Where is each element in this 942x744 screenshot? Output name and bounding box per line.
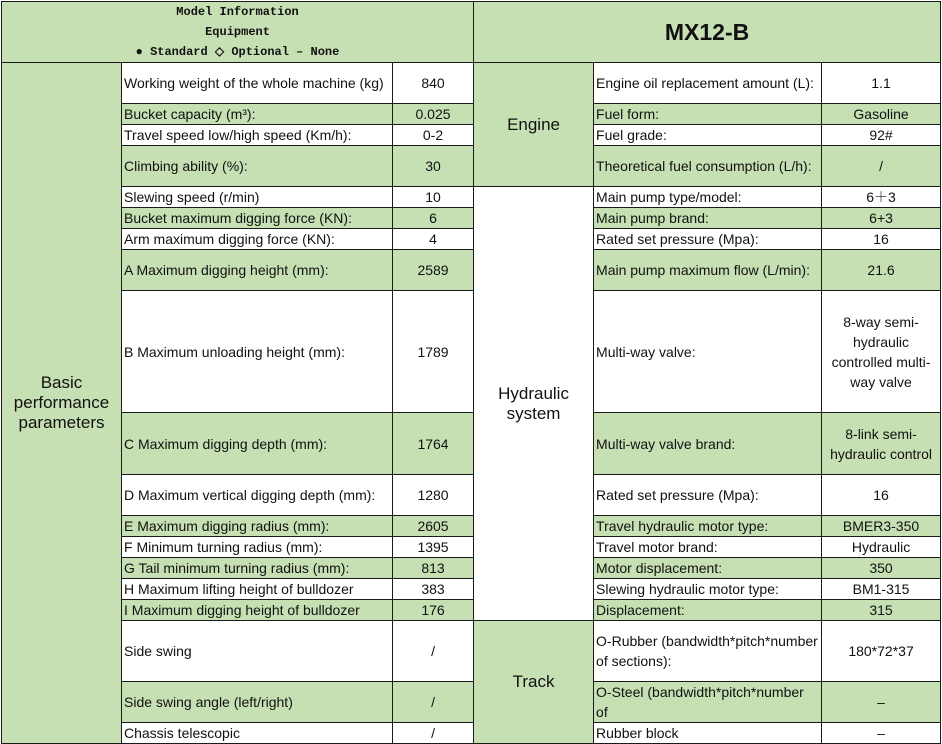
basic-label-17: Side swing angle (left/right): [122, 682, 393, 723]
hydraulic-value-8: Hydraulic: [822, 537, 941, 558]
basic-label-10: D Maximum vertical digging depth (mm):: [122, 475, 393, 516]
engine-label-1: Fuel form:: [594, 104, 822, 125]
track-value-0: 180*72*37: [822, 621, 941, 682]
basic-label-3: Climbing ability (%):: [122, 146, 393, 187]
header-title: Model Information: [176, 5, 299, 19]
hydraulic-label-6: Rated set pressure (Mpa):: [594, 475, 822, 516]
basic-value-0: 840: [393, 63, 474, 104]
engine-value-0: 1.1: [822, 63, 941, 104]
basic-value-4: 10: [393, 187, 474, 208]
hydraulic-value-0: 6＋3: [822, 187, 941, 208]
track-value-2: –: [822, 723, 941, 744]
hydraulic-label-10: Slewing hydraulic motor type:: [594, 579, 822, 600]
engine-label-0: Engine oil replacement amount (L):: [594, 63, 822, 104]
hydraulic-value-10: BM1-315: [822, 579, 941, 600]
basic-label-18: Chassis telescopic: [122, 723, 393, 744]
hydraulic-label-11: Displacement:: [594, 600, 822, 621]
track-value-1: –: [822, 682, 941, 723]
track-label-2: Rubber block: [594, 723, 822, 744]
hydraulic-value-2: 16: [822, 229, 941, 250]
basic-label-9: C Maximum digging depth (mm):: [122, 413, 393, 475]
basic-value-5: 6: [393, 208, 474, 229]
basic-value-14: 383: [393, 579, 474, 600]
basic-label-4: Slewing speed (r/min): [122, 187, 393, 208]
hydraulic-value-7: BMER3-350: [822, 516, 941, 537]
header-legend: ● Standard ◇ Optional – None: [135, 45, 340, 59]
basic-label-11: E Maximum digging radius (mm):: [122, 516, 393, 537]
basic-value-10: 1280: [393, 475, 474, 516]
hydraulic-value-1: 6+3: [822, 208, 941, 229]
basic-label-5: Bucket maximum digging force (KN):: [122, 208, 393, 229]
basic-value-11: 2605: [393, 516, 474, 537]
basic-label-14: H Maximum lifting height of bulldozer: [122, 579, 393, 600]
hydraulic-label-9: Motor displacement:: [594, 558, 822, 579]
hydraulic-label-3: Main pump maximum flow (L/min):: [594, 250, 822, 291]
basic-value-18: /: [393, 723, 474, 744]
basic-value-12: 1395: [393, 537, 474, 558]
hydraulic-value-3: 21.6: [822, 250, 941, 291]
hydraulic-label-0: Main pump type/model:: [594, 187, 822, 208]
basic-value-8: 1789: [393, 291, 474, 413]
basic-value-15: 176: [393, 600, 474, 621]
basic-label-16: Side swing: [122, 621, 393, 682]
engine-label-3: Theoretical fuel consumption (L/h):: [594, 146, 822, 187]
hydraulic-label-2: Rated set pressure (Mpa):: [594, 229, 822, 250]
hydraulic-label-1: Main pump brand:: [594, 208, 822, 229]
engine-value-2: 92#: [822, 125, 941, 146]
section-engine: Engine: [474, 63, 594, 187]
hydraulic-label-5: Multi-way valve brand:: [594, 413, 822, 475]
basic-label-1: Bucket capacity (m³):: [122, 104, 393, 125]
basic-label-0: Working weight of the whole machine (kg): [122, 63, 393, 104]
track-label-0: O-Rubber (bandwidth*pitch*number of sections):: [594, 621, 822, 682]
basic-value-13: 813: [393, 558, 474, 579]
basic-label-13: G Tail minimum turning radius (mm):: [122, 558, 393, 579]
basic-value-1: 0.025: [393, 104, 474, 125]
engine-label-2: Fuel grade:: [594, 125, 822, 146]
section-track: Track: [474, 621, 594, 744]
engine-value-1: Gasoline: [822, 104, 941, 125]
model-name: MX12-B: [474, 2, 941, 63]
track-label-1: O-Steel (bandwidth*pitch*number of: [594, 682, 822, 723]
basic-value-2: 0-2: [393, 125, 474, 146]
basic-value-17: /: [393, 682, 474, 723]
hydraulic-value-5: 8-link semi-hydraulic control: [822, 413, 941, 475]
engine-value-3: /: [822, 146, 941, 187]
hydraulic-label-4: Multi-way valve:: [594, 291, 822, 413]
basic-value-16: /: [393, 621, 474, 682]
basic-label-7: A Maximum digging height (mm):: [122, 250, 393, 291]
basic-label-12: F Minimum turning radius (mm):: [122, 537, 393, 558]
legend-header: [2, 2, 474, 63]
basic-value-3: 30: [393, 146, 474, 187]
section-basic: Basic performance parameters: [2, 63, 122, 744]
hydraulic-label-8: Travel motor brand:: [594, 537, 822, 558]
hydraulic-value-11: 315: [822, 600, 941, 621]
section-hydraulic: Hydraulic system: [474, 187, 594, 621]
hydraulic-label-7: Travel hydraulic motor type:: [594, 516, 822, 537]
header-equipment: Equipment: [205, 25, 270, 39]
basic-value-6: 4: [393, 229, 474, 250]
basic-label-6: Arm maximum digging force (KN):: [122, 229, 393, 250]
basic-label-2: Travel speed low/high speed (Km/h):: [122, 125, 393, 146]
basic-value-7: 2589: [393, 250, 474, 291]
spec-table: [1, 1, 941, 744]
basic-value-9: 1764: [393, 413, 474, 475]
hydraulic-value-6: 16: [822, 475, 941, 516]
hydraulic-value-9: 350: [822, 558, 941, 579]
basic-label-8: B Maximum unloading height (mm):: [122, 291, 393, 413]
basic-label-15: I Maximum digging height of bulldozer: [122, 600, 393, 621]
hydraulic-value-4: 8-way semi-hydraulic controlled multi-way valve: [822, 291, 941, 413]
